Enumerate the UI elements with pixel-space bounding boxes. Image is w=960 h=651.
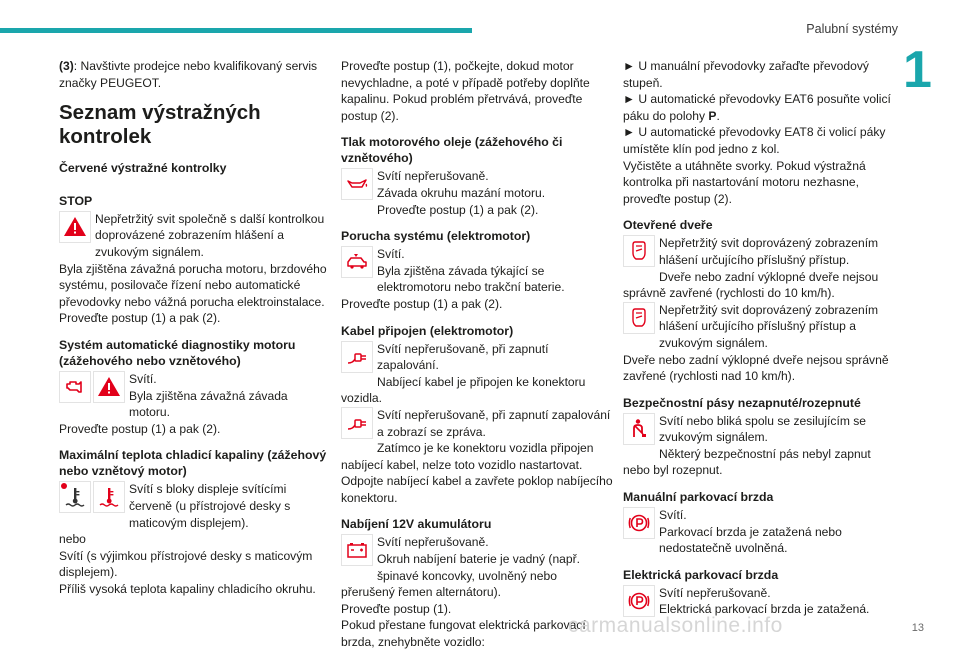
subsection-title: Červené výstražné kontrolky	[59, 161, 227, 176]
cable-line-5: Odpojte nabíjecí kabel a zavřete poklop nabíjecího konektoru.	[341, 474, 613, 505]
electric-parking-brake-item	[623, 557, 895, 619]
coolant-item	[59, 437, 331, 597]
intro-text: : Navštivte prodejce nebo kvalifikovaný servis značky PEUGEOT.	[59, 59, 318, 90]
page-number: 13	[911, 622, 924, 634]
bullet-eat8: ► U automatické převodovky EAT8 či volicí páky umístěte klín pod jedno z kol.	[623, 125, 886, 156]
manual-brake-line-2: Parkovací brzda je zatažená nebo nedostatečně uvolněná.	[659, 524, 842, 556]
coolant-procedure: Proveďte postup (1), počkejte, dokud motor nevychladne, a poté v případě potřeby doplňte kapalinu. Pokud problém přetrvává, proveďte postup (2).	[341, 59, 590, 123]
doors-line-2: Dveře nebo zadní výklopné dveře nejsou správně zavřené (rychlosti do 10 km/h).	[623, 269, 879, 301]
intro-note	[59, 58, 331, 91]
stop-line-3: Proveďte postup (1) a pak (2).	[59, 311, 221, 326]
coolant-title: Maximální teplota chladicí kapaliny (zážehový nebo vznětový motor)	[59, 448, 327, 479]
coolant-temperature-red-icon	[93, 481, 125, 513]
seatbelt-item	[623, 385, 895, 479]
stop-item	[59, 183, 331, 327]
stop-line-2: Byla zjištěna závažná porucha motoru, brzdového systému, posilovače řízení nebo automatické převodovky nebo vážná porucha elektroinstalace.	[59, 261, 327, 309]
bullet-eat6-position: P	[708, 108, 717, 123]
electric-system-title: Porucha systému (elektromotor)	[341, 229, 531, 244]
battery-clean-note: Vyčistěte a utáhněte svorky. Pokud výstražná kontrolka při nastartování motoru nezhasne, proveďte postup (2).	[623, 158, 866, 206]
engine-icon	[59, 371, 91, 403]
car-fault-icon	[341, 246, 373, 278]
bullet-eat6	[623, 91, 895, 124]
stop-line-1: Nepřetržitý svit společně s další kontrolkou doprovázené zobrazením hlášení a zvukovým signálem.	[95, 211, 325, 259]
seatbelt-line-1: Svítí nebo bliká spolu se zesilujícím se zvukovým signálem.	[659, 413, 867, 445]
parking-brake-icon	[623, 507, 655, 539]
cable-line-1: Svítí nepřerušovaně, při zapnutí zapalování.	[377, 341, 549, 373]
diagnostics-line-3: Proveďte postup (1) a pak (2).	[59, 421, 221, 436]
column-3	[623, 58, 895, 619]
electric-line-2: Byla zjištěna závada týkající se elektromotoru nebo trakční baterie.	[377, 263, 565, 295]
seatbelt-line-2: Některý bezpečnostní pás nebyl zapnut nebo byl rozepnut.	[623, 446, 871, 478]
battery-title: Nabíjení 12V akumulátoru	[341, 517, 492, 532]
watermark: carmanualsonline.info	[568, 614, 783, 637]
cable-connected-item	[341, 313, 613, 507]
column-1	[59, 58, 331, 597]
header-accent-bar	[0, 28, 472, 33]
seatbelt-title: Bezpečnostní pásy nezapnuté/rozepnuté	[623, 395, 861, 410]
doors-line-3: Nepřetržitý svit doprovázený zobrazením hlášení určujícího příslušný přístup a zvukovým signálem.	[659, 302, 879, 350]
diagnostics-line-1: Svítí.	[129, 371, 157, 386]
manual-brake-line-1: Svítí.	[659, 508, 687, 523]
bullet-manual-gearbox: ► U manuální převodovky zařaďte převodový stupeň.	[623, 59, 869, 90]
battery-line-2: Okruh nabíjení baterie je vadný (např. špinavé koncovky, uvolněný nebo přerušený řemen alternátoru).	[341, 552, 581, 600]
intro-ref: (3)	[59, 59, 74, 73]
bullet-eat6-text: ► U automatické převodovky EAT6 posuňte volicí páku do polohy	[623, 92, 891, 123]
doors-line-4: Dveře nebo zadní výklopné dveře nejsou správně zavřené (rychlosti nad 10 km/h).	[623, 352, 889, 384]
oil-line-3: Proveďte postup (1) a pak (2).	[377, 202, 539, 217]
diagnostics-title: Systém automatické diagnostiky motoru (zážehového nebo vznětového)	[59, 337, 296, 368]
electric-system-item	[341, 218, 613, 312]
electric-brake-line-2: Elektrická parkovací brzda je zatažená.	[659, 602, 870, 617]
oil-can-icon	[341, 168, 373, 200]
section-title: Seznam výstražných kontrolek	[59, 101, 261, 149]
doors-open-title: Otevřené dveře	[623, 218, 713, 233]
column-2	[341, 58, 613, 651]
electric-parking-brake-title: Elektrická parkovací brzda	[623, 567, 779, 582]
charging-plug-icon	[341, 341, 373, 373]
battery-line-1: Svítí nepřerušovaně.	[377, 535, 489, 550]
cable-line-2: Nabíjecí kabel je připojen ke konektoru vozidla.	[341, 374, 586, 406]
stop-warning-icon-2	[93, 371, 125, 403]
seatbelt-icon	[623, 413, 655, 445]
manual-parking-brake-title: Manuální parkovací brzda	[623, 490, 774, 505]
stop-warning-icon	[59, 211, 91, 243]
oil-pressure-title: Tlak motorového oleje (zážehového či vznětového)	[341, 135, 563, 166]
parking-brake-icon-2	[623, 585, 655, 617]
diagnostics-item	[59, 327, 331, 437]
battery-icon	[341, 534, 373, 566]
doors-line-1: Nepřetržitý svit doprovázený zobrazením hlášení určujícího příslušný přístup.	[659, 236, 879, 267]
electric-line-3: Proveďte postup (1) a pak (2).	[341, 296, 503, 311]
door-open-icon-2	[623, 302, 655, 334]
diagnostics-line-2: Byla zjištěna závažná závada motoru.	[129, 388, 288, 420]
cable-connected-title: Kabel připojen (elektromotor)	[341, 323, 514, 338]
electric-brake-line-1: Svítí nepřerušovaně.	[659, 585, 771, 600]
doors-open-item	[623, 207, 895, 384]
oil-line-2: Závada okruhu mazání motoru.	[377, 185, 546, 200]
manual-parking-brake-item	[623, 479, 895, 557]
coolant-temperature-icon	[59, 481, 91, 513]
battery-line-3: Proveďte postup (1).	[341, 601, 452, 616]
door-open-icon	[623, 235, 655, 267]
coolant-line-4: Příliš vysoká teplota kapaliny chladicího okruhu.	[59, 581, 316, 596]
coolant-line-3: Svítí (s výjimkou přístrojové desky s maticovým displejem).	[59, 548, 313, 580]
bullet-eat6-end: .	[716, 108, 720, 123]
coolant-line-2: nebo	[59, 532, 86, 547]
stop-title: STOP	[59, 193, 93, 208]
electric-line-1: Svítí.	[377, 247, 405, 262]
charging-plug-icon-2	[341, 407, 373, 439]
battery-line-4: Pokud přestane fungovat elektrická parkovací brzda, znehybněte vozidlo:	[341, 618, 586, 650]
chapter-number: 1	[903, 41, 932, 99]
cable-line-3: Svítí nepřerušovaně, při zapnutí zapalování a zobrazí se zpráva.	[377, 407, 611, 439]
coolant-line-1: Svítí s bloky displeje svítícími červeně (u přístrojové desky s maticovým displejem).	[129, 482, 291, 530]
header-title: Palubní systémy	[806, 22, 898, 36]
cable-line-4: Zatímco je ke konektoru vozidla připojen nabíjecí kabel, nelze toto vozidlo nastartovat.	[341, 441, 594, 472]
oil-pressure-item	[341, 124, 613, 218]
oil-line-1: Svítí nepřerušovaně.	[377, 169, 489, 184]
